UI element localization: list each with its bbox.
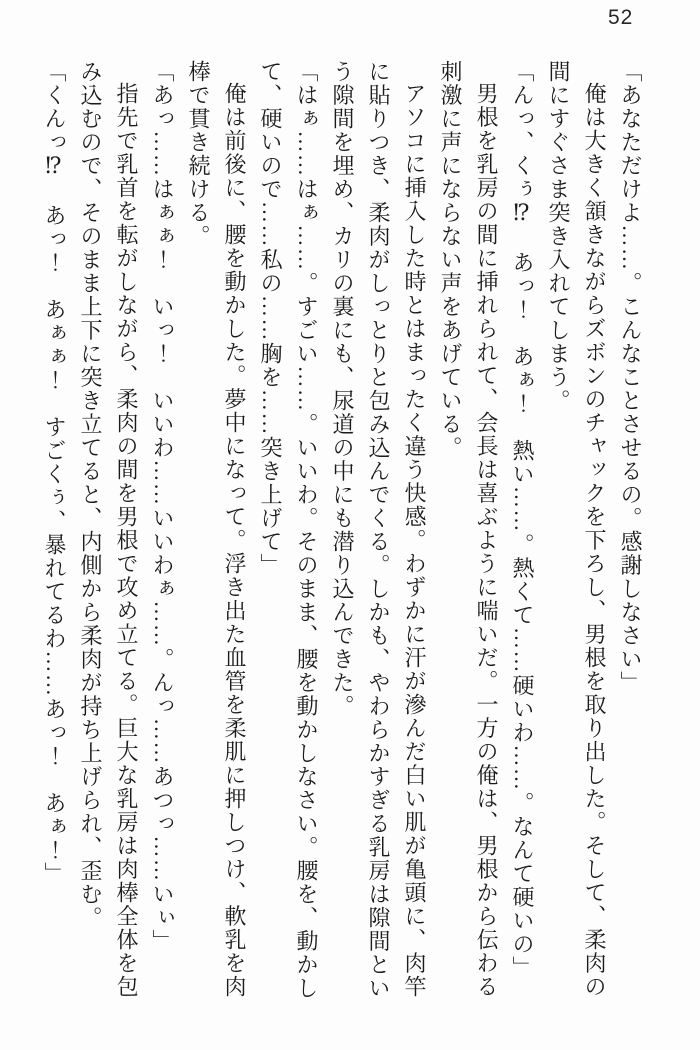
paragraph-narration: 俺は前後に、腰を動かした。夢中になって。浮き出た血管を柔肌に押しつけ、軟乳を肉棒で貫き続ける。 [186,60,247,999]
paragraph-dialogue: 「あっ……はぁぁ！ いっ！ いいわ……いいわぁ……。んっ……あつっ……いぃ」 [150,60,175,953]
paragraph-dialogue: 「はぁ……はぁ……。すごい……。いいわ。そのまま、腰を動かしなさい。腰を、動かして、硬いので……私の……胸を……突き上げて」 [258,60,319,1000]
paragraph-narration: 指先で乳首を転がしながら、柔肉の間を男根で攻め立てる。巨大な乳房は肉棒全体を包み込むので、そのまま上下に突き立てると、内側から柔肉が持ち上げられ、歪む。 [78,60,139,999]
paragraph-narration: 男根を乳房の間に挿れられて、会長は喜ぶように喘いだ。一方の俺は、男根から伝わる刺激に声にならない声をあげている。 [438,60,499,999]
paragraph-dialogue: 「あなただけよ……。こんなことさせるの。感謝しなさい」 [618,60,643,695]
paragraph-narration: アソコに挿入した時とはまったく違う快感。わずかに汗が滲んだ白い肌が亀頭に、肉竿に貼りつき、柔肉がしっとりと包み込んでくる。しかも、やわらかすぎる乳房は隙間という隙間を埋め、カリの裏にも、尿道の中にも潜り込んできた。 [330,60,427,1000]
vertical-text-block [36,60,648,1012]
paragraph-dialogue: 「んっ、くぅ⁉ あっ！ あぁ！ 熱い……。熱くて……硬いわ……。なんて硬いの」 [510,60,535,980]
paragraph-narration: 俺は大きく頷きながらズボンのチャックを下ろし、男根を取り出した。そして、柔肉の間にすぐさま突き入れてしまう。 [546,60,607,999]
page-number: 52 [608,6,634,29]
paragraph-dialogue: 「くんっ⁉ あっ！ あぁぁ！ すごくぅ、暴れてるわ……あっ！ あぁ！」 [42,60,67,886]
